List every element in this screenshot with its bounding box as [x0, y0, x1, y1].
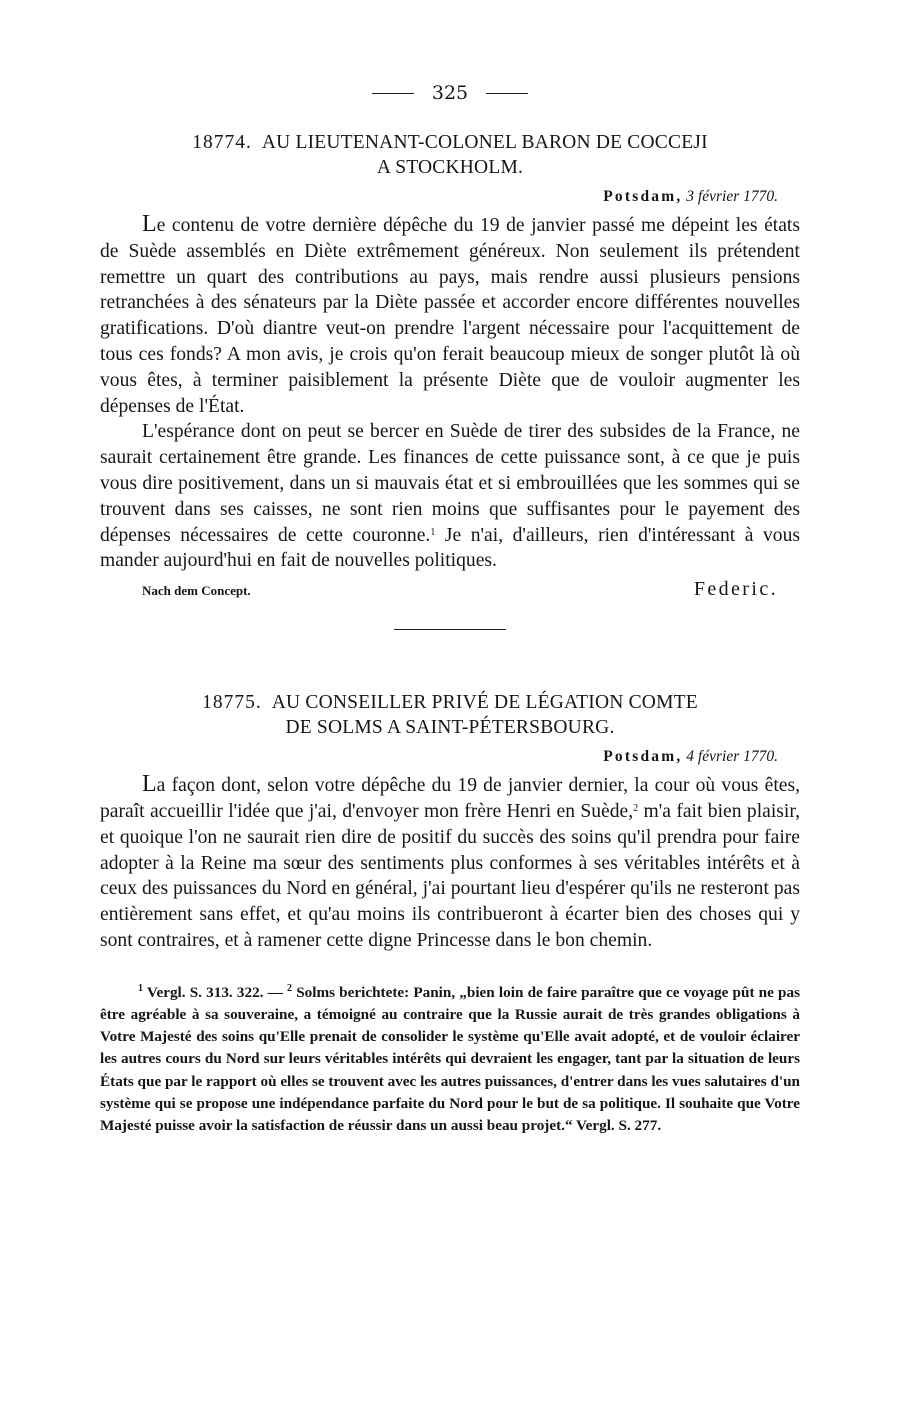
footnote-ref: 2: [633, 802, 639, 814]
footnote-ref: 1: [430, 526, 436, 538]
document-page: [100, 82, 800, 1137]
letter-18774: [100, 130, 800, 601]
paragraph-text: L'espérance dont on peut se bercer en Suède de tirer des subsides de la France, ne saurait certainement être grande. Les finances de cette puissance sont, à ce que je puis vous dire positivement, dans un si mauvais état et si embrouillées que les sommes qui se trouvent dans ses caisses, ne sont rien moins que suffisantes pour le payement des dépenses nécessaires de cette couronne.: [100, 421, 800, 546]
letter-place: Potsdam,: [603, 748, 683, 766]
letter-18775: [100, 690, 800, 954]
letter-heading: [100, 130, 800, 180]
letter-title-line2: DE SOLMS A SAINT-PÉTERSBOURG.: [285, 717, 615, 739]
letter-title-line1: AU CONSEILLER PRIVÉ DE LÉGATION COMTE: [271, 692, 698, 714]
letter-title-line1: AU LIEUTENANT-COLONEL BARON DE COCCEJI: [261, 132, 708, 153]
letter-dateline: [100, 748, 778, 766]
letter-paragraph: [100, 419, 800, 574]
page-header: [100, 82, 800, 104]
signature: Federic.: [693, 578, 778, 601]
footnote-1: Vergl. S. 313. 322. —: [143, 983, 288, 1001]
paragraph-text-tail: m'a fait bien plaisir, et quoique l'on ne saurait rien dire de positif du succès des soins qu'il prendra pour faire adopter à la Reine ma sœur des sentiments plus conformes à ses véritables intérêts et à ceux des puissances du Nord en général, j'ai pourtant lieu d'espérer qu'ils ne resteront pas entièrement sans effet, et qu'au moins ils contribueront à écarter bien des choses qui y sont contraires, et à ramener cette digne Princesse dans le bon chemin.: [100, 800, 800, 951]
footnotes: [100, 982, 800, 1137]
source-note: Nach dem Concept.: [142, 583, 251, 599]
letter-place: Potsdam,: [603, 188, 683, 205]
letter-dateline: [100, 188, 778, 206]
letter-heading: [100, 690, 800, 740]
header-dash-left: [372, 93, 414, 94]
footnote-marker: 2: [287, 982, 293, 994]
section-divider: [394, 629, 506, 630]
footnote-marker: 1: [138, 982, 143, 994]
paragraph-text: La façon dont, selon votre dépêche du 19 de janvier dernier, la cour où vous êtes, paraît accueillir l'idée que j'ai, d'envoyer mon frère Henri en Suède,: [100, 771, 800, 822]
letter-date: 3 février 1770.: [686, 188, 778, 205]
letter-closing: [142, 578, 778, 601]
footnote-text: [100, 982, 800, 1137]
letter-paragraph: Le contenu de votre dernière dépêche du 19 de janvier passé me dépeint les états de Suède assemblés en Diète extrêmement généreux. Non seulement ils prétendent remettre un quart des contributions au pays, mais rendre aussi plusieurs pensions retranchées à des sénateurs par la Diète passée et accorder encore différentes nouvelles gratifications. D'où diantre veut-on prendre l'argent nécessaire pour l'acquittement de tous ces fonds? A mon avis, je crois qu'on ferait beaucoup mieux de songer plutôt là où vous êtes, à terminer paisiblement la présente Diète que de vouloir augmenter les dépenses de l'État.: [100, 211, 800, 417]
letter-body: [100, 772, 800, 954]
letter-title-line2: A STOCKHOLM.: [376, 157, 524, 178]
paragraph-text-tail: Je n'ai, d'ailleurs, rien d'intéressant à vous mander aujourd'hui en fait de nouvelles politiques.: [100, 524, 800, 572]
letter-date: 4 février 1770.: [686, 748, 778, 766]
page-number: 325: [431, 82, 469, 104]
letter-paragraph: [100, 772, 800, 954]
letter-body: [100, 212, 800, 574]
footnote-2: Solms berichtete: Panin, „bien loin de faire paraître que ce voyage pût ne pas être agréable à sa souveraine, a témoigné au contraire que la Russie aurait de très grandes obligations à Votre Majesté des soins qu'Elle prenait de consolider le système qu'Elle avait adopté, et de vouloir éclairer les autres cours du Nord sur leurs véritables intérêts qui devraient les engager, tant par la situation de leurs États que par le rapport où elles se trouvent avec les autres puissances, d'entrer dans les vues salutaires d'un système qui se propose une indépendance parfaite du Nord pour le but de sa politique. Il souhaite que Votre Majesté puisse avoir la satisfaction de réussir dans un aussi beau projet.“ Vergl. S. 277.: [100, 983, 800, 1134]
header-dash-right: [486, 93, 528, 94]
letter-number: 18775.: [202, 692, 262, 714]
letter-number: 18774.: [192, 132, 252, 153]
